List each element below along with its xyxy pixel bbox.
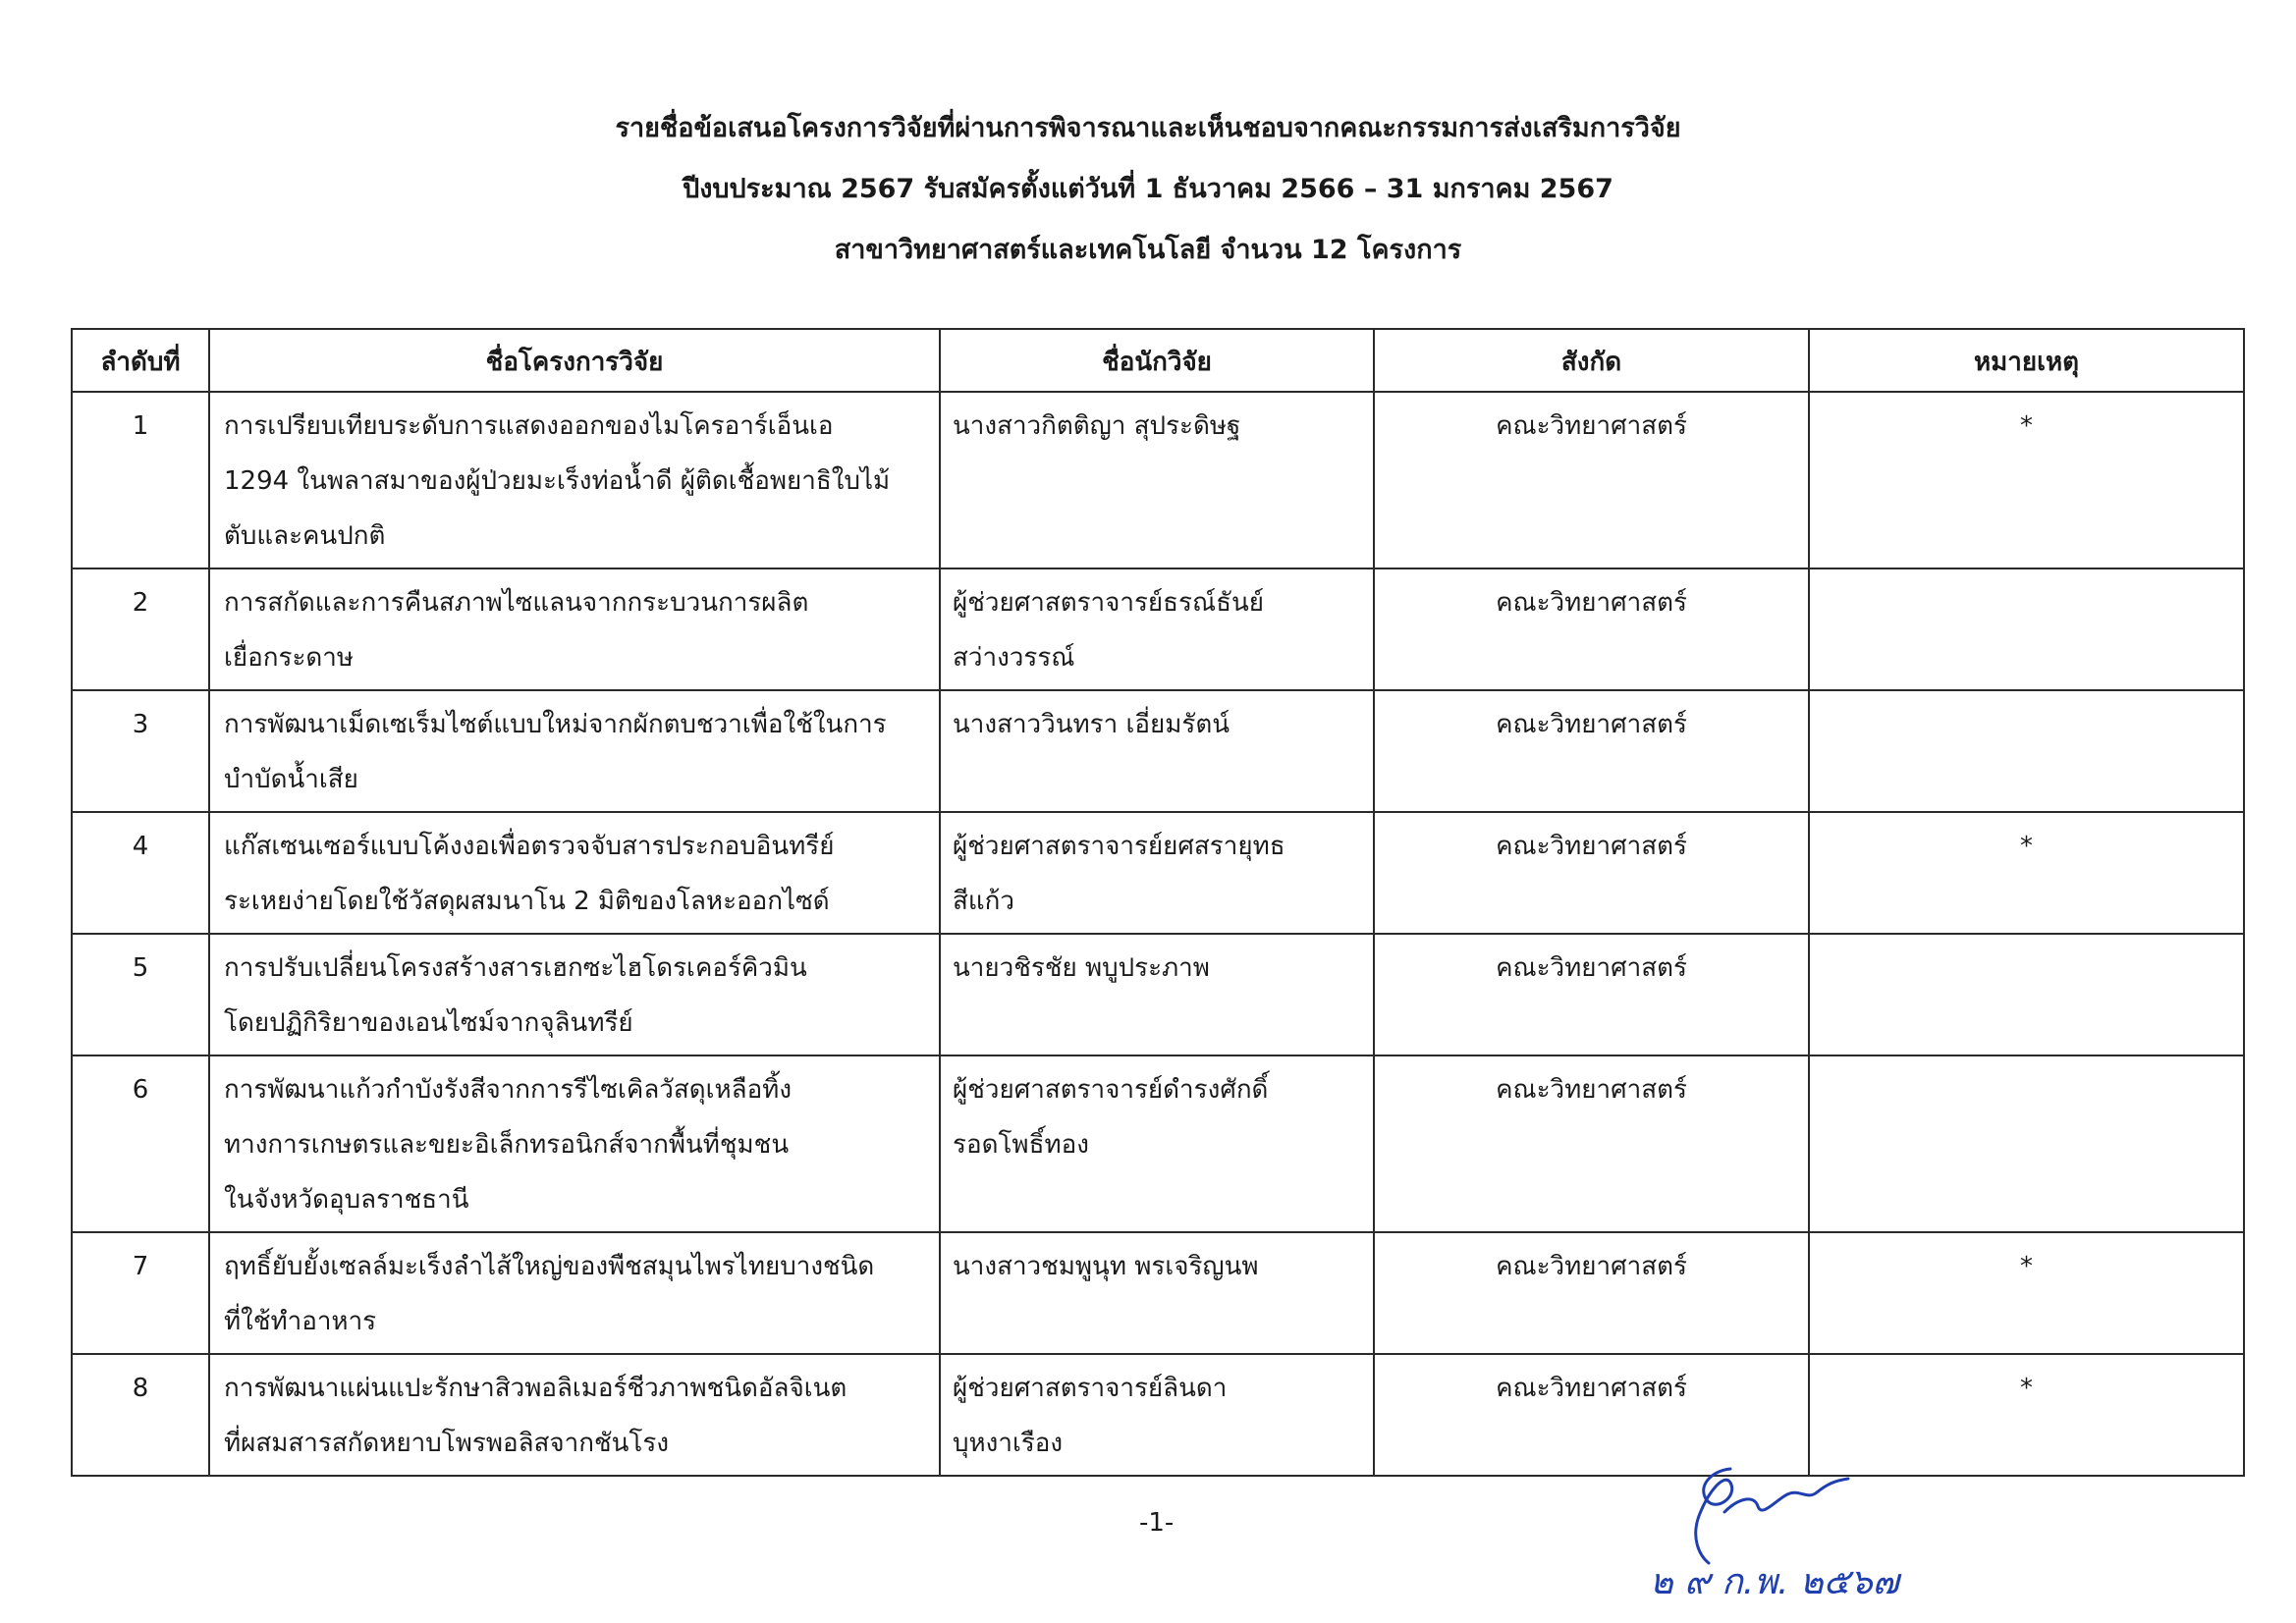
project-title-line: ระเหยง่ายโดยใช้วัสดุผสมนาโน 2 มิติของโลหะออกไซด์ <box>224 887 830 916</box>
row-number: 8 <box>72 1354 209 1476</box>
researcher-name <box>940 690 1374 812</box>
table-header-row <box>72 329 2244 392</box>
researcher-name <box>940 568 1374 690</box>
project-title-line: โดยปฏิกิริยาของเอนไซม์จากจุลินทรีย์ <box>224 1008 633 1038</box>
researcher-name-line: นางสาวชมพูนุท พรเจริญนพ <box>953 1252 1259 1281</box>
row-number: 1 <box>72 392 209 568</box>
project-title-line: ในจังหวัดอุบลราชธานี <box>224 1185 469 1215</box>
researcher-name-line: นายวชิรชัย พบูประภาพ <box>953 953 1210 983</box>
row-number: 7 <box>72 1232 209 1354</box>
researcher-name-line: ผู้ช่วยศาสตราจารย์ลินดา <box>953 1374 1228 1403</box>
table-row <box>72 1354 2244 1476</box>
note: * <box>1809 1354 2244 1476</box>
column-header-no: ลำดับที่ <box>72 329 209 392</box>
project-title-line: การพัฒนาเม็ดเซเร็มไซต์แบบใหม่จากผักตบชวาเพื่อใช้ในการ <box>224 710 887 739</box>
table-row <box>72 812 2244 934</box>
page-number: -1- <box>1139 1508 1175 1538</box>
note: * <box>1809 392 2244 568</box>
row-number: 6 <box>72 1055 209 1232</box>
researcher-name <box>940 812 1374 934</box>
row-number: 2 <box>72 568 209 690</box>
researcher-name <box>940 1354 1374 1476</box>
researcher-name-line: ผู้ช่วยศาสตราจารย์ธรณ์ธันย์ <box>953 588 1265 618</box>
affiliation: คณะวิทยาศาสตร์ <box>1374 1354 1809 1476</box>
table-row <box>72 690 2244 812</box>
column-header-affiliation: สังกัด <box>1374 329 1809 392</box>
note <box>1809 1055 2244 1232</box>
researcher-name-line: สว่างวรรณ์ <box>953 643 1075 673</box>
column-header-project-title: ชื่อโครงการวิจัย <box>209 329 940 392</box>
table-row <box>72 934 2244 1055</box>
project-title <box>209 690 940 812</box>
note <box>1809 934 2244 1055</box>
affiliation: คณะวิทยาศาสตร์ <box>1374 1055 1809 1232</box>
project-title-line: ที่ใช้ทำอาหาร <box>224 1307 377 1336</box>
researcher-name <box>940 1055 1374 1232</box>
project-title-line: แก๊สเซนเซอร์แบบโค้งงอเพื่อตรวจจับสารประกอบอินทรีย์ <box>224 832 835 861</box>
researcher-name-line: สีแก้ว <box>953 887 1014 916</box>
project-title-line: 1294 ในพลาสมาของผู้ป่วยมะเร็งท่อน้ำดี ผู้ติดเชื้อพยาธิใบไม้ <box>224 466 891 496</box>
project-title <box>209 568 940 690</box>
project-title-line: ฤทธิ์ยับยั้งเซลล์มะเร็งลำไส้ใหญ่ของพืชสมุนไพรไทยบางชนิด <box>224 1252 875 1281</box>
project-title <box>209 812 940 934</box>
row-number: 5 <box>72 934 209 1055</box>
affiliation: คณะวิทยาศาสตร์ <box>1374 392 1809 568</box>
project-title <box>209 392 940 568</box>
researcher-name <box>940 392 1374 568</box>
affiliation: คณะวิทยาศาสตร์ <box>1374 1232 1809 1354</box>
researcher-name-line: ผู้ช่วยศาสตราจารย์ยศสรายุทธ <box>953 832 1285 861</box>
researcher-name-line: ผู้ช่วยศาสตราจารย์ดำรงศักดิ์ <box>953 1075 1269 1105</box>
researcher-name-line: นางสาววินทรา เอี่ยมรัตน์ <box>953 710 1230 739</box>
researcher-name-line: บุหงาเรือง <box>953 1429 1064 1458</box>
date-note: ๒ ๙ ก.พ. ๒๕๖๗ <box>1650 1562 1899 1602</box>
affiliation: คณะวิทยาศาสตร์ <box>1374 934 1809 1055</box>
column-header-note: หมายเหตุ <box>1809 329 2244 392</box>
project-title-line: ตับและคนปกติ <box>224 521 386 551</box>
researcher-name-line: นางสาวกิตติญา สุประดิษฐ <box>953 411 1241 441</box>
project-title-line: การปรับเปลี่ยนโครงสร้างสารเฮกซะไฮโดรเคอร์คิวมิน <box>224 953 807 983</box>
note: * <box>1809 1232 2244 1354</box>
project-title <box>209 1232 940 1354</box>
table-row <box>72 392 2244 568</box>
document-title <box>0 98 2296 281</box>
title-line-3: สาขาวิทยาศาสตร์และเทคโนโลยี จำนวน 12 โครงการ <box>834 235 1462 265</box>
column-header-researcher: ชื่อนักวิจัย <box>940 329 1374 392</box>
project-title-line: การสกัดและการคืนสภาพไซแลนจากกระบวนการผลิต <box>224 588 809 618</box>
affiliation: คณะวิทยาศาสตร์ <box>1374 690 1809 812</box>
affiliation: คณะวิทยาศาสตร์ <box>1374 812 1809 934</box>
note: * <box>1809 812 2244 934</box>
affiliation: คณะวิทยาศาสตร์ <box>1374 568 1809 690</box>
project-table <box>71 328 2245 1477</box>
project-title-line: การพัฒนาแก้วกำบังรังสีจากการรีไซเคิลวัสดุเหลือทิ้ง <box>224 1075 793 1105</box>
note <box>1809 568 2244 690</box>
table-row <box>72 1055 2244 1232</box>
project-title <box>209 1055 940 1232</box>
project-title <box>209 934 940 1055</box>
title-line-1: รายชื่อข้อเสนอโครงการวิจัยที่ผ่านการพิจารณาและเห็นชอบจากคณะกรรมการส่งเสริมการวิจัย <box>615 113 1681 143</box>
project-title <box>209 1354 940 1476</box>
project-title-line: การพัฒนาแผ่นแปะรักษาสิวพอลิเมอร์ชีวภาพชนิดอัลจิเนต <box>224 1374 847 1403</box>
project-title-line: การเปรียบเทียบระดับการแสดงออกของไมโครอาร์เอ็นเอ <box>224 411 834 441</box>
table-row <box>72 568 2244 690</box>
project-title-line: เยื่อกระดาษ <box>224 643 355 673</box>
project-title-line: บำบัดน้ำเสีย <box>224 765 358 794</box>
project-title-line: ทางการเกษตรและขยะอิเล็กทรอนิกส์จากพื้นที่ชุมชน <box>224 1130 790 1160</box>
researcher-name <box>940 934 1374 1055</box>
row-number: 4 <box>72 812 209 934</box>
title-line-2: ปีงบประมาณ 2567 รับสมัครตั้งแต่วันที่ 1 ธันวาคม 2566 – 31 มกราคม 2567 <box>683 174 1613 204</box>
table-row <box>72 1232 2244 1354</box>
note <box>1809 690 2244 812</box>
row-number: 3 <box>72 690 209 812</box>
researcher-name-line: รอดโพธิ์ทอง <box>953 1130 1089 1160</box>
project-title-line: ที่ผสมสารสกัดหยาบโพรพอลิสจากชันโรง <box>224 1429 670 1458</box>
researcher-name <box>940 1232 1374 1354</box>
